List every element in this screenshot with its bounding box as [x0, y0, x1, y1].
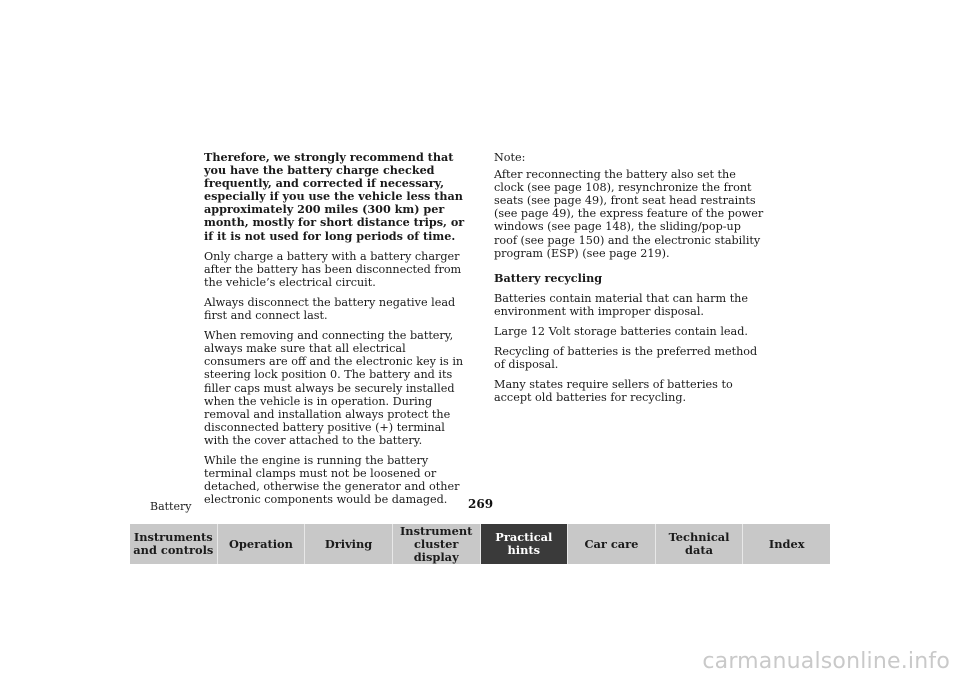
left-column [204, 151, 470, 513]
tab-car-care[interactable]: Car care [567, 524, 655, 564]
tab-operation[interactable]: Operation [217, 524, 305, 564]
note-text: After reconnecting the battery also set the clock (see page 108), resynchronize the front seats (see page 49), front seat head restraints (see page 49), the express feature of the power windows (see page 148), the sliding/pop-up roof (see page 150) and the electronic stability program (ESP) (see page 219). [494, 168, 764, 260]
footer-section-title: Battery [150, 500, 192, 513]
tab-practical-hints[interactable]: Practical hints [480, 524, 568, 564]
watermark: carmanualsonline.info [702, 649, 950, 674]
paragraph: Recycling of batteries is the preferred method of disposal. [494, 345, 758, 372]
paragraph: When removing and connecting the battery, always make sure that all electrical consumers are off and the electronic key is in steering lock position 0. The battery and its filler caps must always be securely installed when the vehicle is in operation. During removal and installation always protect the disconnected battery positive (+) terminal with the cover attached to the battery. [204, 329, 464, 447]
paragraph: Large 12 Volt storage batteries contain lead. [494, 325, 748, 339]
warning-text: Therefore, we strongly recommend that you have the battery charge checked frequently, and corrected if necessary, especially if you use the vehicle less than approximately 200 miles (300 km) per month, mostly for short distance trips, or if it is not used for long periods of time. [204, 150, 465, 243]
chapter-tab-bar [130, 524, 830, 564]
paragraph: While the engine is running the battery terminal clamps must not be loosened or detached, otherwise the generator and other electronic components would be damaged. [204, 453, 460, 507]
tab-technical-data[interactable]: Technical data [655, 524, 743, 564]
tab-driving[interactable]: Driving [304, 524, 392, 564]
page-number: 269 [468, 497, 494, 511]
paragraph: Always disconnect the battery negative lead first and connect last. [204, 295, 456, 323]
tab-instrument-cluster-display[interactable]: Instrument cluster display [392, 524, 480, 564]
paragraph: Batteries contain material that can harm the environment with improper disposal. [494, 291, 749, 318]
paragraph: Many states require sellers of batteries to accept old batteries for recycling. [494, 378, 733, 405]
note-label: Note: [494, 151, 526, 164]
right-column [494, 151, 764, 412]
paragraph: Only charge a battery with a battery charger after the battery has been disconnected from the vehicle’s electrical circuit. [204, 249, 462, 289]
section-heading: Battery recycling [494, 270, 603, 285]
tab-index[interactable]: Index [742, 524, 830, 564]
tab-instruments-and-controls[interactable]: Instruments and controls [130, 524, 217, 564]
